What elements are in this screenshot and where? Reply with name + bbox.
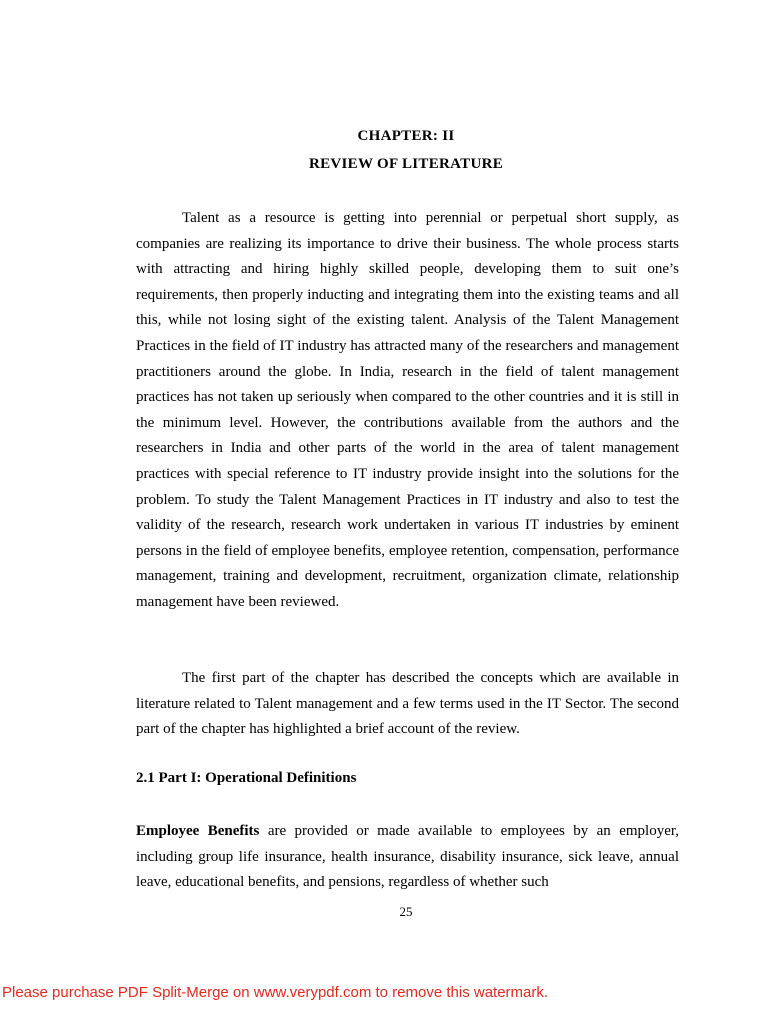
chapter-title: REVIEW OF LITERATURE [308,156,504,172]
definition-text [136,819,679,896]
definition-term: Employee Benefits [136,823,260,839]
definition-paragraph [136,819,679,896]
paragraph-text: The first part of the chapter has described the concepts which are available in literature related to Talent management and a few terms used in the IT Sector. The second part of the chapter has highlighted a brief account of the review. [136,670,679,738]
page-number: 25 [399,904,413,919]
paragraph-text: Talent as a resource is getting into perennial or perpetual short supply, as companies are realizing its importance to drive their business. The whole process starts with attracting and hiring highly skilled people, developing them to suit one’s requirements, then properly inducting and integrating them into the existing teams and all this, while not losing sight of the existing talent. Analysis of the Talent Management Practices in the field of IT industry has attracted many of the researchers and management practitioners around the globe. In India, research in the field of talent management practices has not taken up seriously when compared to the other countries and it is still in the minimum level. However, the contributions available from the authors and the researchers in India and other parts of the world in the area of talent management practices with special reference to IT industry provide insight into the solutions for the problem. To study the Talent Management Practices in IT industry and also to test the validity of the research, research work undertaken in various IT industries by eminent persons in the field of employee benefits, employee retention, compensation, performance management, training and development, recruitment, organization climate, relationship management have been reviewed. [136,210,679,610]
chapter-number: CHAPTER: II [357,128,455,144]
chapter-structure-paragraph [136,666,679,743]
intro-paragraph [136,206,679,616]
definition-body: are provided or made available to employees by an employer, including group life insurance, health insurance, disability insurance, sick leave, annual leave, educational benefits, and pensions, regardless of whether such [136,823,680,891]
watermark-text: Please purchase PDF Split-Merge on www.verypdf.com to remove this watermark. [2,984,549,1001]
section-heading: 2.1 Part I: Operational Definitions [136,770,357,786]
